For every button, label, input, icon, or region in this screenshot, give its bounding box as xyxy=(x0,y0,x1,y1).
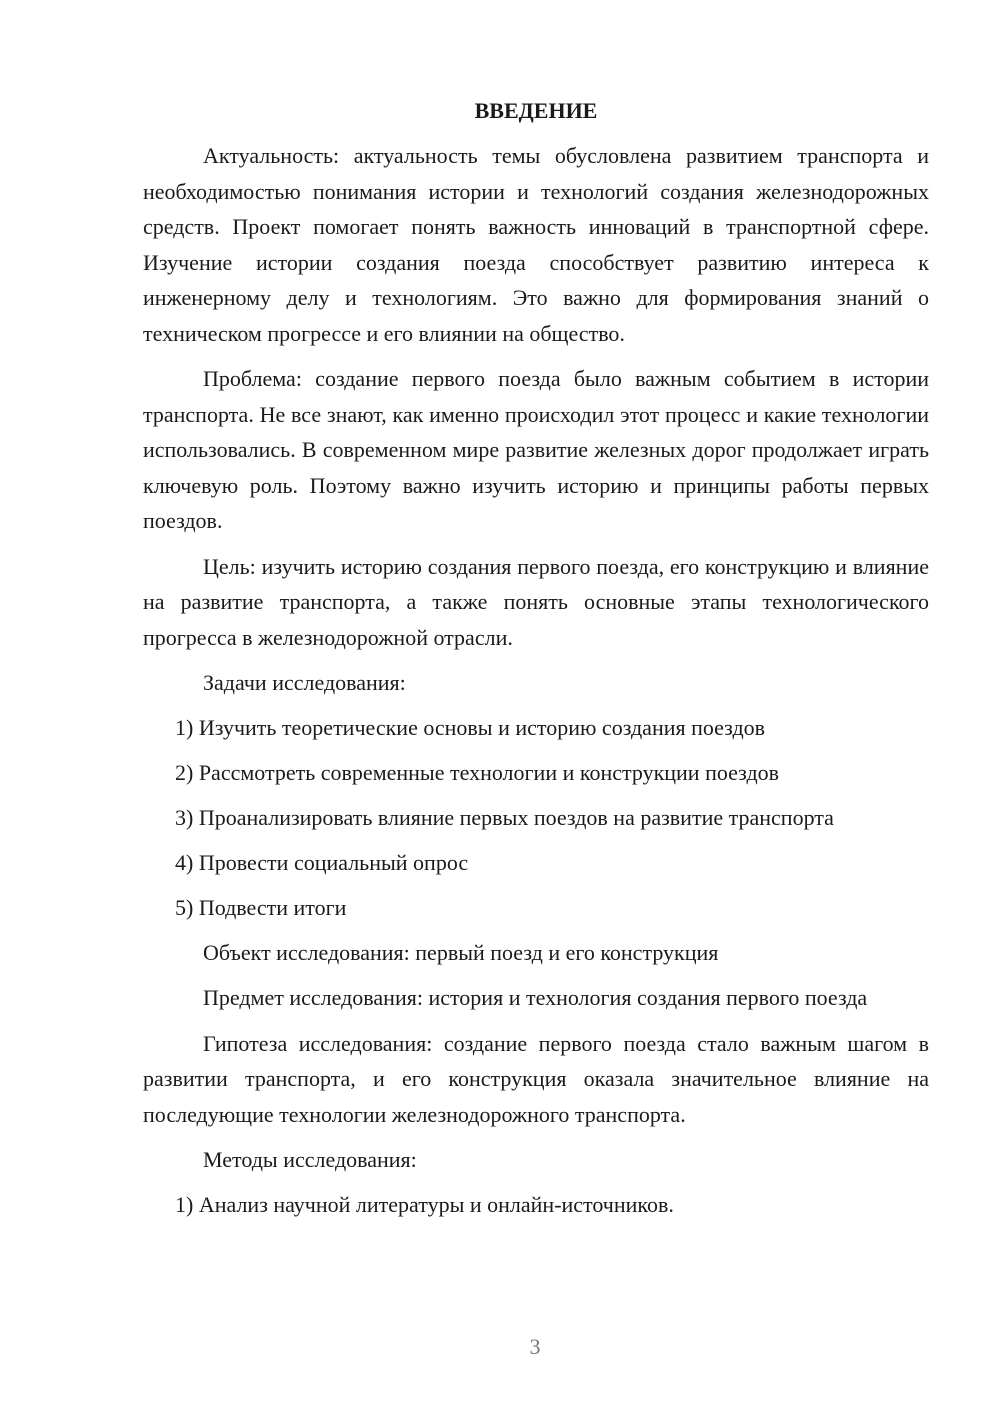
list-item: 3) Проанализировать влияние первых поездов на развитие транспорта xyxy=(175,805,834,830)
list-item: 5) Подвести итоги xyxy=(175,895,347,920)
methods-heading: Методы исследования: xyxy=(203,1147,417,1172)
list-item: 1) Анализ научной литературы и онлайн-источников. xyxy=(175,1192,674,1217)
list-item: 1) Изучить теоретические основы и историю создания поездов xyxy=(175,715,766,740)
relevance-paragraph: Актуальность: актуальность темы обусловлена развитием транспорта и необходимостью понимания истории и технологий создания железнодорожных средств. Проект помогает понять важность инноваций в транспортной сфере. Изучение истории создания поезда способствует развитию интереса к инженерному делу и технологиям. Это важно для формирования знаний о техническом прогрессе и его влиянии на общество. xyxy=(143,143,929,346)
document-page xyxy=(143,96,929,1232)
goal-paragraph: Цель: изучить историю создания первого поезда, его конструкцию и влияние на развитие транспорта, а также понять основные этапы технологического прогресса в железнодорожной отрасли. xyxy=(143,553,929,650)
section-title: ВВЕДЕНИЕ xyxy=(474,98,598,123)
tasks-heading: Задачи исследования: xyxy=(203,670,406,695)
list-item: 2) Рассмотреть современные технологии и конструкции поездов xyxy=(175,760,780,785)
problem-paragraph: Проблема: создание первого поезда было важным событием в истории транспорта. Не все знают, как именно происходил этот процесс и какие технологии использовались. В современном мире развитие железных дорог продолжает играть ключевую роль. Поэтому важно изучить историю и принципы работы первых поездов. xyxy=(143,366,929,533)
page-number: 3 xyxy=(529,1334,541,1359)
subject-paragraph: Предмет исследования: история и технология создания первого поезда xyxy=(203,985,868,1010)
methods-list xyxy=(143,1187,929,1222)
list-item: 4) Провести социальный опрос xyxy=(175,850,469,875)
tasks-list xyxy=(143,710,929,925)
object-paragraph: Объект исследования: первый поезд и его конструкция xyxy=(203,940,719,965)
hypothesis-paragraph: Гипотеза исследования: создание первого поезда стало важным шагом в развитии транспорта, и его конструкция оказала значительное влияние на последующие технологии железнодорожного транспорта. xyxy=(143,1030,929,1127)
